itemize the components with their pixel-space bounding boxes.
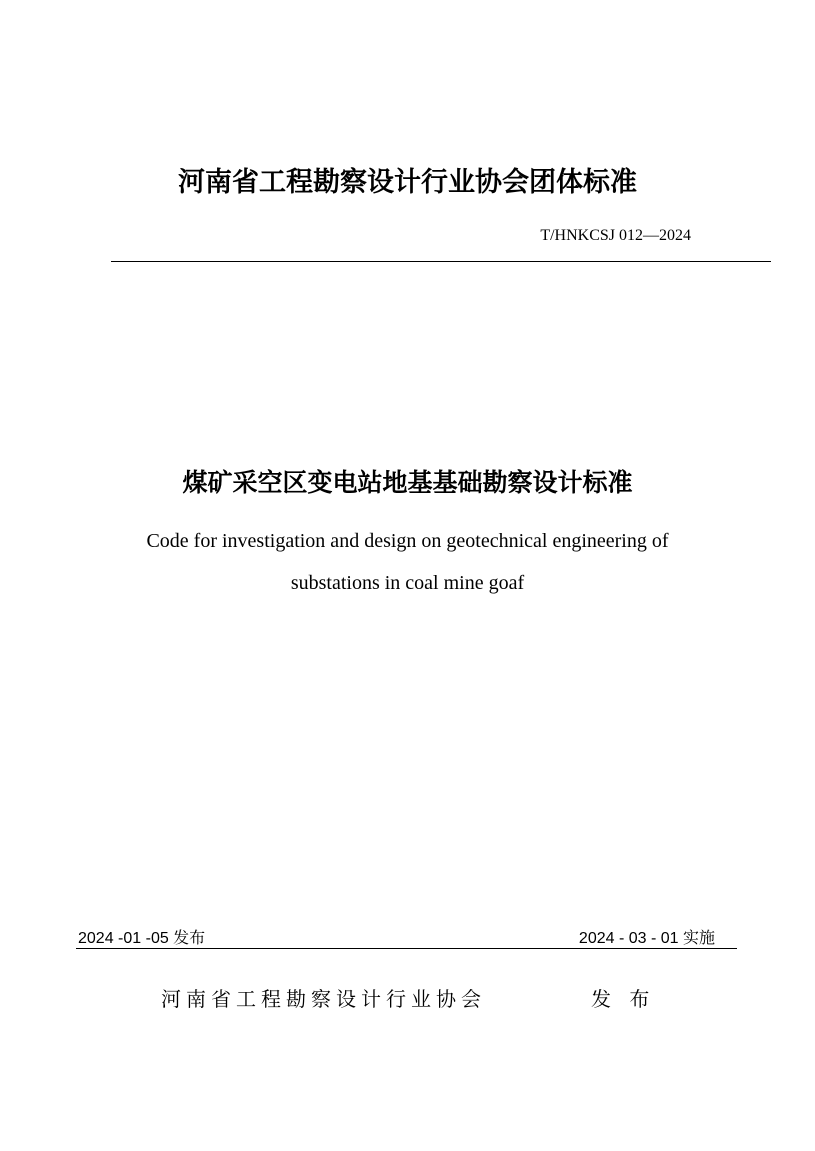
header-divider [111, 261, 771, 262]
issue-date: 2024 -01 -05 发布 [78, 930, 206, 947]
effective-date: 2024 - 03 - 01 实施 [578, 930, 715, 947]
english-title-line-1: Code for investigation and design on geotechnical engineering of [146, 530, 669, 552]
publish-label: 发 布 [591, 987, 656, 1011]
english-title-line-2: substations in coal mine goaf [290, 572, 525, 594]
issuer-organization: 河南省工程勘察设计行业协会 [161, 987, 486, 1011]
chinese-title: 煤矿采空区变电站地基基础勘察设计标准 [182, 468, 633, 497]
standard-number: T/HNKCSJ 012—2024 [540, 227, 691, 244]
footer-divider [76, 948, 737, 949]
organization-standard-title: 河南省工程勘察设计行业协会团体标准 [178, 167, 637, 198]
